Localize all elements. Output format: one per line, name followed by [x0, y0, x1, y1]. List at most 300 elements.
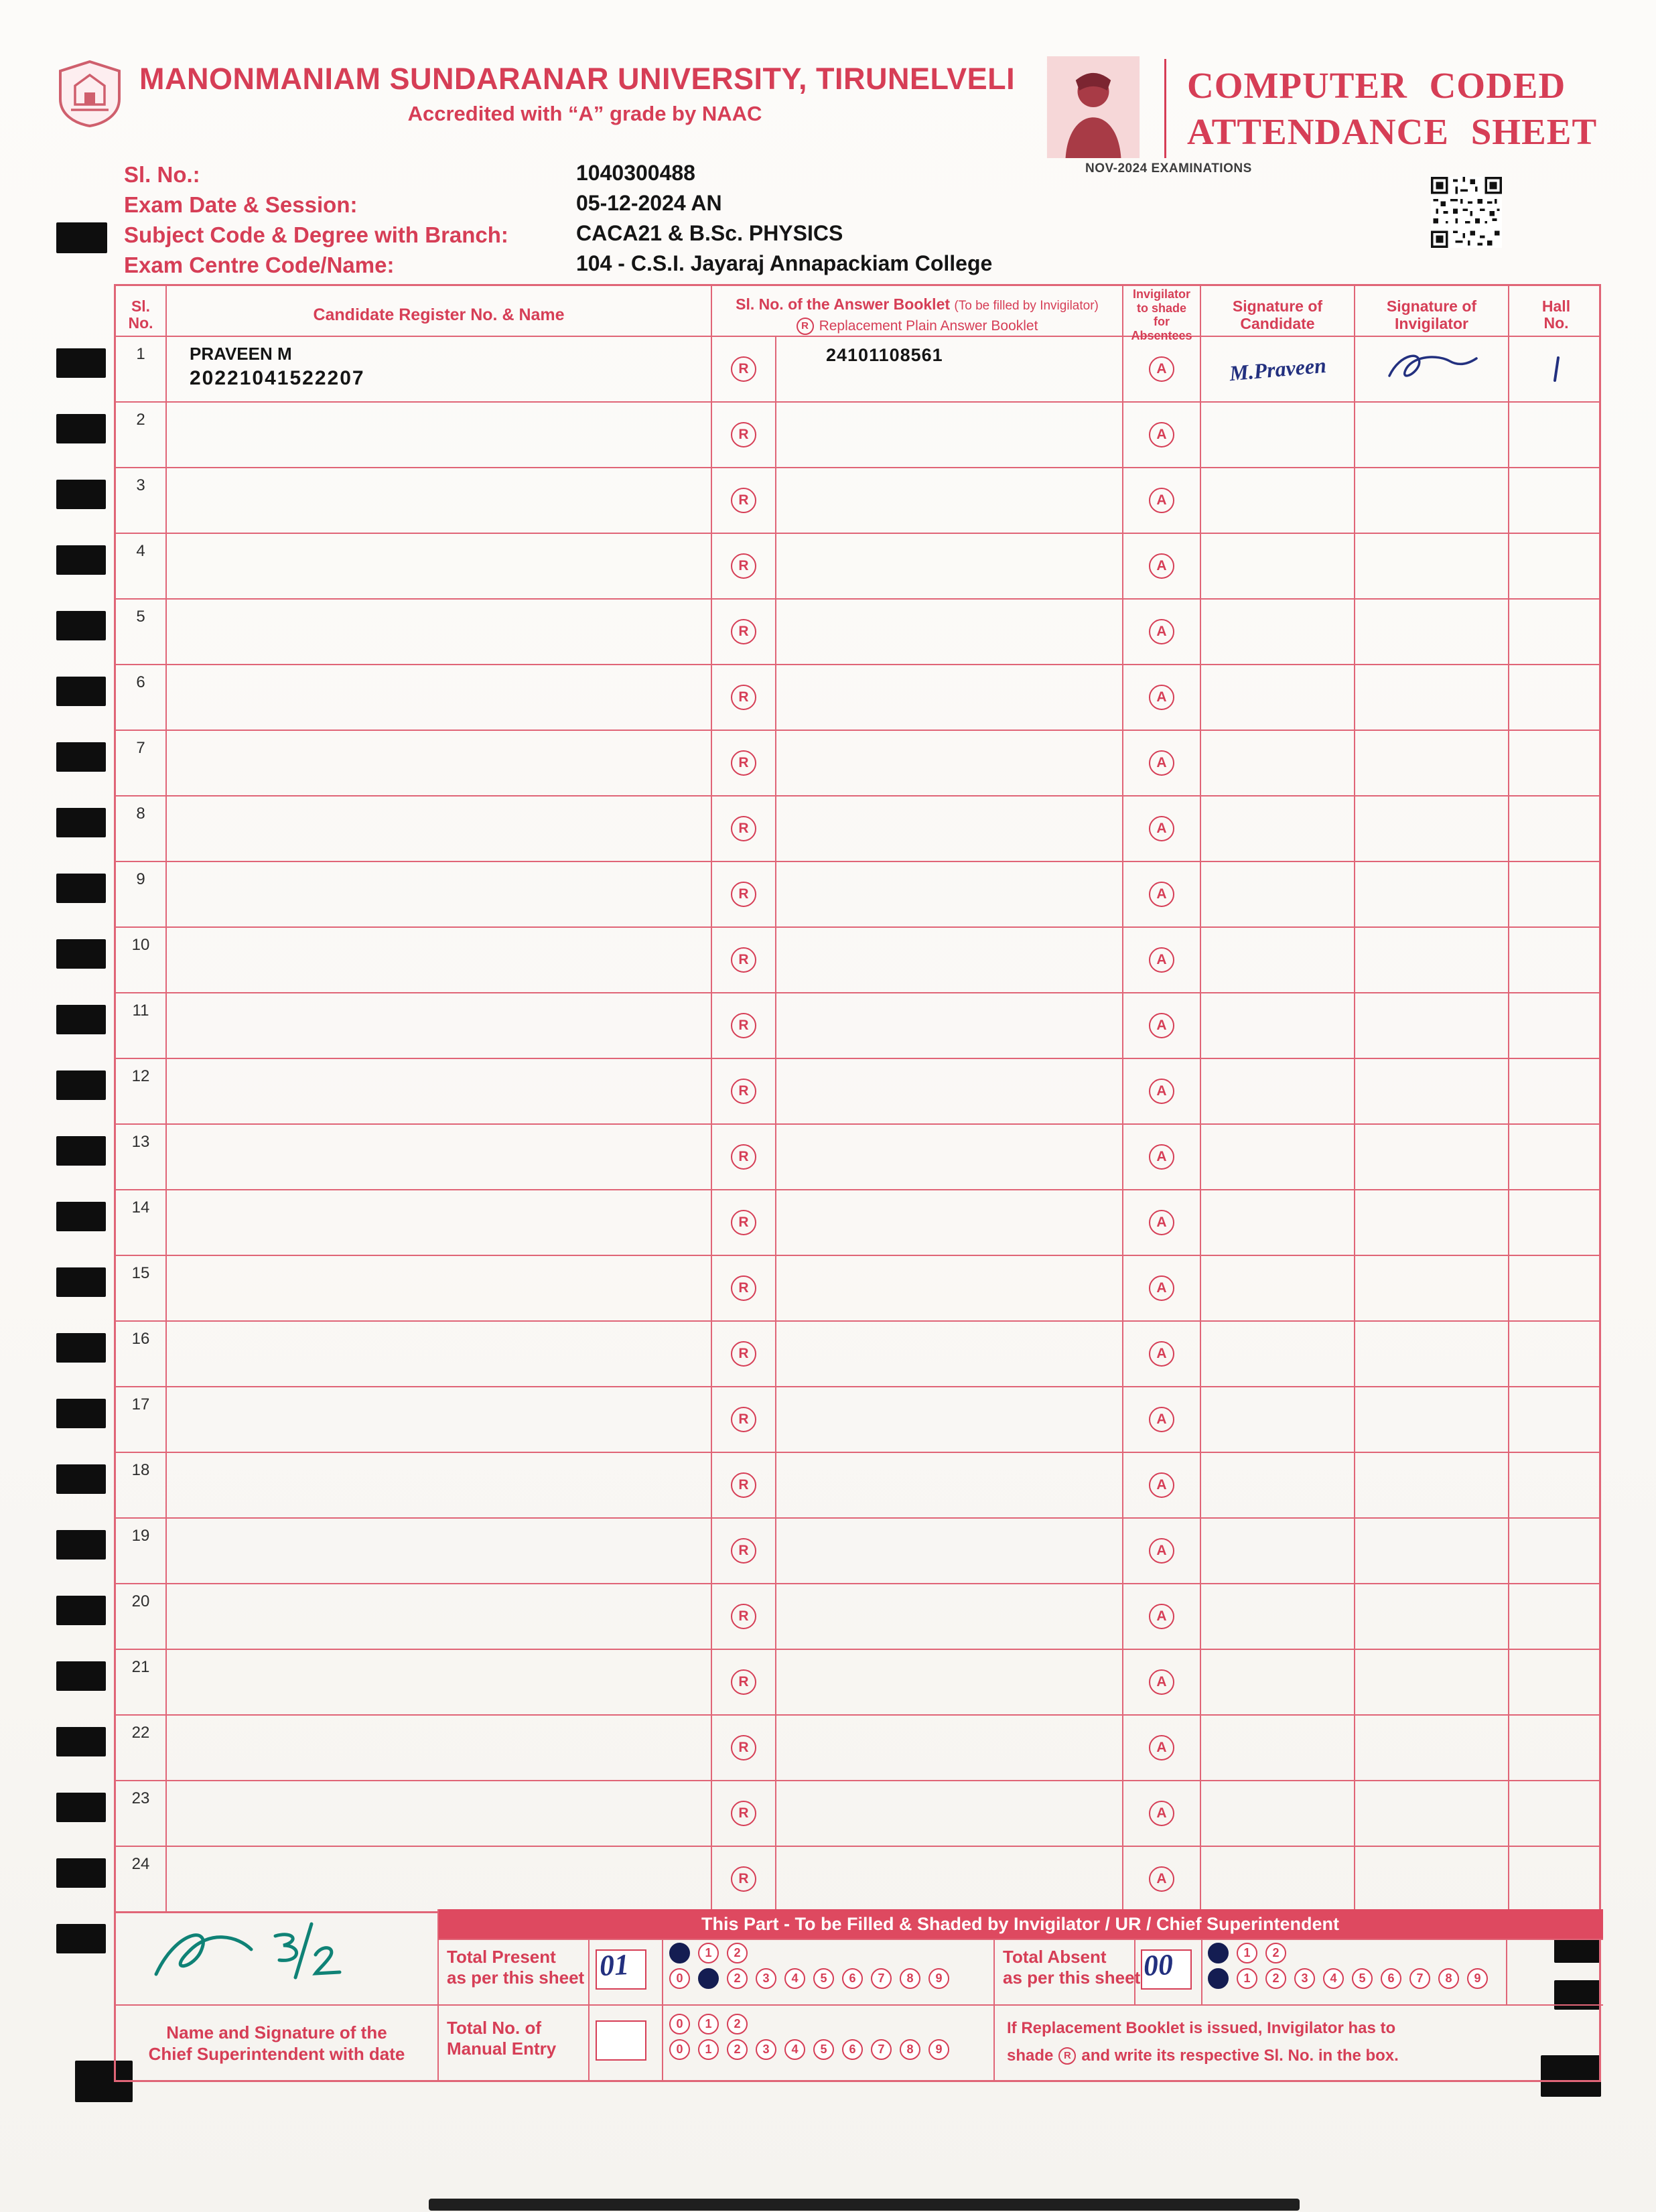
registration-mark	[56, 222, 107, 253]
hall-no-cell[interactable]	[1509, 797, 1603, 861]
invigilator-signature-cell[interactable]	[1355, 1453, 1509, 1517]
absentee-cell[interactable]	[1123, 1519, 1201, 1583]
hall-no-cell[interactable]	[1509, 1190, 1603, 1255]
absent-bubble[interactable]: A	[1149, 488, 1174, 513]
absent-bubble[interactable]: A	[1149, 1275, 1174, 1301]
absentee-cell[interactable]	[1123, 731, 1201, 795]
hall-no-cell[interactable]	[1509, 600, 1603, 664]
candidate-cell[interactable]	[167, 337, 712, 401]
candidate-signature-cell[interactable]	[1201, 928, 1355, 992]
form-row-subject	[124, 222, 1129, 252]
digit-bubble-1[interactable]: 1	[1237, 1968, 1257, 1989]
absent-bubble[interactable]: A	[1149, 1866, 1174, 1892]
candidate-cell[interactable]	[167, 1322, 712, 1386]
absentee-cell[interactable]	[1123, 1190, 1201, 1255]
invigilator-signature-cell[interactable]	[1355, 534, 1509, 598]
candidate-cell[interactable]	[167, 665, 712, 730]
candidate-signature-cell[interactable]	[1201, 1781, 1355, 1846]
digit-bubble-1[interactable]: 1	[1237, 1943, 1257, 1963]
hall-no-cell[interactable]	[1509, 1256, 1603, 1320]
absent-bubble[interactable]: A	[1149, 619, 1174, 644]
exam-date-label: Exam Date & Session:	[124, 192, 358, 217]
invigilator-signature-cell[interactable]	[1355, 731, 1509, 795]
registration-mark	[56, 1202, 106, 1231]
digit-bubble-6[interactable]: 6	[842, 2039, 863, 2060]
candidate-signature-cell[interactable]	[1201, 1584, 1355, 1649]
absentee-cell[interactable]	[1123, 797, 1201, 861]
replacement-bubble[interactable]: R	[731, 422, 756, 447]
invigilator-signature-cell[interactable]	[1355, 468, 1509, 533]
invigilator-signature-cell[interactable]	[1355, 337, 1509, 401]
header-divider	[1164, 59, 1166, 158]
digit-bubble-3[interactable]: 3	[756, 1968, 776, 1989]
invigilator-signature	[1381, 349, 1482, 389]
invigilator-signature-cell[interactable]	[1355, 1584, 1509, 1649]
answer-booklet-cell[interactable]	[712, 534, 1123, 598]
booklet-number: 24101108561	[826, 345, 943, 365]
absent-bubble[interactable]: A	[1149, 685, 1174, 710]
digit-bubble-1[interactable]: 1	[698, 2039, 719, 2060]
candidate-cell[interactable]	[167, 1781, 712, 1846]
booklet-number	[776, 600, 826, 664]
absent-bubble[interactable]: A	[1149, 356, 1174, 382]
digit-bubble-0[interactable]	[669, 1943, 690, 1963]
candidate-cell[interactable]	[167, 731, 712, 795]
superintendent-signature	[136, 1911, 424, 2001]
absentee-cell[interactable]	[1123, 1650, 1201, 1714]
sheet-title-line2: ATTENDANCE SHEET	[1187, 111, 1598, 152]
invigilator-signature-cell[interactable]	[1355, 1716, 1509, 1780]
booklet-number	[776, 1584, 826, 1649]
replacement-bubble[interactable]: R	[731, 488, 756, 513]
candidate-signature-cell[interactable]	[1201, 1847, 1355, 1911]
candidate-cell[interactable]	[167, 1847, 712, 1911]
hall-no-cell[interactable]	[1509, 1322, 1603, 1386]
absentee-cell[interactable]	[1123, 1584, 1201, 1649]
replacement-bubble[interactable]: R	[731, 1210, 756, 1235]
digit-bubble-9[interactable]: 9	[1467, 1968, 1488, 1989]
invigilator-signature-cell[interactable]	[1355, 1256, 1509, 1320]
answer-booklet-cell[interactable]	[712, 862, 1123, 926]
booklet-number	[776, 534, 826, 598]
digit-bubble-6[interactable]: 6	[842, 1968, 863, 1989]
answer-booklet-cell[interactable]	[712, 993, 1123, 1058]
digit-bubble-2[interactable]: 2	[1265, 1943, 1286, 1963]
answer-booklet-cell[interactable]	[712, 797, 1123, 861]
row-serial: 19	[116, 1519, 167, 1583]
row-serial: 1	[116, 337, 167, 401]
answer-booklet-cell[interactable]	[712, 337, 1123, 401]
hall-no-cell[interactable]	[1509, 1519, 1603, 1583]
centre-value: 104 - C.S.I. Jayaraj Annapackiam College	[576, 251, 993, 275]
digit-bubble-3[interactable]: 3	[1294, 1968, 1315, 1989]
hall-no-cell[interactable]	[1509, 1650, 1603, 1714]
candidate-signature-cell[interactable]	[1201, 1256, 1355, 1320]
exam-date-value: 05-12-2024 AN	[576, 191, 722, 215]
answer-booklet-cell[interactable]	[712, 1519, 1123, 1583]
candidate-signature-cell[interactable]	[1201, 1125, 1355, 1189]
absentee-cell[interactable]	[1123, 862, 1201, 926]
digit-bubble-1[interactable]: 1	[698, 2014, 719, 2034]
table-row	[116, 1714, 1599, 1780]
absentee-cell[interactable]	[1123, 1716, 1201, 1780]
candidate-signature-cell[interactable]	[1201, 1519, 1355, 1583]
digit-bubble-2[interactable]: 2	[1265, 1968, 1286, 1989]
divider	[993, 1939, 995, 2082]
candidate-cell[interactable]	[167, 1059, 712, 1123]
answer-booklet-cell[interactable]	[712, 1256, 1123, 1320]
invigilator-signature-cell[interactable]	[1355, 797, 1509, 861]
answer-booklet-cell[interactable]	[712, 1650, 1123, 1714]
candidate-signature-cell[interactable]	[1201, 1190, 1355, 1255]
header-signature-candidate: Signature of Candidate	[1201, 286, 1355, 344]
candidate-signature-cell[interactable]	[1201, 665, 1355, 730]
absent-bubble[interactable]: A	[1149, 750, 1174, 776]
replacement-bubble[interactable]: R	[731, 1144, 756, 1170]
registration-mark	[56, 1267, 106, 1297]
candidate-signature: M.Praveen	[1228, 352, 1327, 385]
digit-bubble-4[interactable]: 4	[784, 2039, 805, 2060]
absent-bubble[interactable]: A	[1149, 1669, 1174, 1695]
replacement-bubble[interactable]: R	[731, 1866, 756, 1892]
hall-no-cell[interactable]	[1509, 993, 1603, 1058]
answer-booklet-cell[interactable]	[712, 1453, 1123, 1517]
digit-bubble-2[interactable]: 2	[727, 2039, 748, 2060]
hall-no-cell[interactable]	[1509, 731, 1603, 795]
invigilator-signature-cell[interactable]	[1355, 993, 1509, 1058]
digit-bubble-3[interactable]: 3	[756, 2039, 776, 2060]
candidate-cell[interactable]	[167, 862, 712, 926]
qr-code	[1431, 177, 1502, 248]
scan-artifact	[429, 2199, 1300, 2211]
candidate-cell[interactable]	[167, 1387, 712, 1452]
row-serial: 14	[116, 1190, 167, 1255]
candidate-cell[interactable]	[167, 468, 712, 533]
replacement-note: If Replacement Booklet is issued, Invigilator has to shade R and write its respective Sl. No. in the box.	[1007, 2019, 1399, 2065]
absent-bubble[interactable]: A	[1149, 1341, 1174, 1367]
hall-no-cell[interactable]	[1509, 1716, 1603, 1780]
registration-mark	[56, 1858, 106, 1888]
absent-bubble[interactable]: A	[1149, 816, 1174, 841]
digit-bubble-0[interactable]: 0	[669, 2014, 690, 2034]
absentee-cell[interactable]	[1123, 600, 1201, 664]
replacement-bubble[interactable]: R	[731, 750, 756, 776]
absentee-cell[interactable]	[1123, 1322, 1201, 1386]
candidate-signature-cell[interactable]	[1201, 337, 1355, 401]
answer-booklet-cell[interactable]	[712, 403, 1123, 467]
digit-bubble-7[interactable]: 7	[1409, 1968, 1430, 1989]
candidate-signature-cell[interactable]	[1201, 1453, 1355, 1517]
candidate-signature-cell[interactable]	[1201, 1387, 1355, 1452]
digit-bubble-1[interactable]: 1	[698, 1943, 719, 1963]
table-row	[116, 1780, 1599, 1846]
replacement-bubble[interactable]: R	[731, 1735, 756, 1760]
invigilator-signature-cell[interactable]	[1355, 1650, 1509, 1714]
replacement-bubble[interactable]: R	[731, 1472, 756, 1498]
row-serial: 21	[116, 1650, 167, 1714]
replacement-bubble[interactable]: R	[731, 1013, 756, 1038]
candidate-signature-cell[interactable]	[1201, 862, 1355, 926]
invigilator-signature-cell[interactable]	[1355, 1387, 1509, 1452]
absentee-cell[interactable]	[1123, 1256, 1201, 1320]
table-row	[116, 1649, 1599, 1714]
replacement-bubble[interactable]: R	[731, 882, 756, 907]
answer-booklet-cell[interactable]	[712, 1059, 1123, 1123]
replacement-bubble[interactable]: R	[731, 356, 756, 382]
candidate-cell[interactable]	[167, 993, 712, 1058]
form-row-exam-date	[124, 192, 1129, 222]
absentee-cell[interactable]	[1123, 1059, 1201, 1123]
candidate-signature-cell[interactable]	[1201, 403, 1355, 467]
invigilator-signature-cell[interactable]	[1355, 1125, 1509, 1189]
candidate-signature-cell[interactable]	[1201, 1059, 1355, 1123]
absent-bubble[interactable]: A	[1149, 553, 1174, 579]
replacement-bubble[interactable]: R	[731, 685, 756, 710]
candidate-register-no: 20221041522207	[190, 367, 365, 389]
row-serial: 2	[116, 403, 167, 467]
answer-booklet-cell[interactable]	[712, 665, 1123, 730]
hall-no-cell[interactable]	[1509, 1387, 1603, 1452]
hall-no-cell[interactable]	[1509, 534, 1603, 598]
candidate-signature-cell[interactable]	[1201, 1650, 1355, 1714]
table-row	[116, 861, 1599, 926]
digit-bubble-4[interactable]: 4	[1323, 1968, 1344, 1989]
invigilator-signature-cell[interactable]	[1355, 1519, 1509, 1583]
absentee-cell[interactable]	[1123, 1387, 1201, 1452]
absentee-cell[interactable]	[1123, 1847, 1201, 1911]
candidate-signature-cell[interactable]	[1201, 797, 1355, 861]
absent-bubble[interactable]: A	[1149, 1079, 1174, 1104]
row-serial: 8	[116, 797, 167, 861]
hall-no-cell[interactable]	[1509, 1847, 1603, 1911]
candidate-cell[interactable]	[167, 1256, 712, 1320]
hall-no-cell[interactable]	[1509, 1125, 1603, 1189]
header-absentees: Invigilator to shade for Absentees	[1123, 286, 1201, 344]
registration-mark	[56, 742, 106, 772]
absent-bubble[interactable]: A	[1149, 1538, 1174, 1564]
absentee-cell[interactable]	[1123, 1781, 1201, 1846]
replacement-bubble[interactable]: R	[731, 947, 756, 973]
total-absent-value: 00	[1142, 1947, 1174, 1983]
replacement-bubble[interactable]: R	[731, 619, 756, 644]
absent-bubble[interactable]: A	[1149, 1801, 1174, 1826]
booklet-number	[776, 1256, 826, 1320]
candidate-signature-cell[interactable]	[1201, 731, 1355, 795]
absent-bubble[interactable]: A	[1149, 1472, 1174, 1498]
portrait-image	[1046, 56, 1140, 158]
row-serial: 12	[116, 1059, 167, 1123]
candidate-signature-cell[interactable]	[1201, 534, 1355, 598]
answer-booklet-cell[interactable]	[712, 1716, 1123, 1780]
candidate-cell[interactable]	[167, 600, 712, 664]
answer-booklet-cell[interactable]	[712, 1387, 1123, 1452]
hall-no-cell[interactable]	[1509, 1453, 1603, 1517]
digit-bubble-1[interactable]	[698, 1968, 719, 1989]
digit-bubble-2[interactable]: 2	[727, 1968, 748, 1989]
digit-bubble-8[interactable]: 8	[900, 1968, 920, 1989]
answer-booklet-cell[interactable]	[712, 1781, 1123, 1846]
booklet-number	[776, 1125, 826, 1189]
digit-bubble-9[interactable]: 9	[928, 1968, 949, 1989]
candidate-signature-cell[interactable]	[1201, 1322, 1355, 1386]
absentee-cell[interactable]	[1123, 337, 1201, 401]
registration-mark	[56, 1924, 106, 1953]
invigilator-signature-cell[interactable]	[1355, 928, 1509, 992]
replacement-bubble[interactable]: R	[731, 553, 756, 579]
candidate-cell[interactable]	[167, 1716, 712, 1780]
absent-bubble[interactable]: A	[1149, 882, 1174, 907]
candidate-signature-cell[interactable]	[1201, 993, 1355, 1058]
invigilator-signature-cell[interactable]	[1355, 665, 1509, 730]
absent-bubble[interactable]: A	[1149, 1013, 1174, 1038]
absentee-cell[interactable]	[1123, 403, 1201, 467]
answer-booklet-cell[interactable]	[712, 1322, 1123, 1386]
candidate-signature-cell[interactable]	[1201, 600, 1355, 664]
registration-mark	[56, 808, 106, 837]
replacement-bubble[interactable]: R	[731, 1079, 756, 1104]
candidate-cell[interactable]	[167, 1125, 712, 1189]
hall-no-cell[interactable]	[1509, 403, 1603, 467]
table-row	[116, 926, 1599, 992]
registration-mark	[56, 874, 106, 903]
candidate-cell[interactable]	[167, 797, 712, 861]
row-serial: 13	[116, 1125, 167, 1189]
candidate-cell[interactable]	[167, 534, 712, 598]
hall-no-cell[interactable]	[1509, 337, 1603, 401]
invigilator-signature-cell[interactable]	[1355, 1059, 1509, 1123]
hall-no-cell[interactable]	[1509, 1059, 1603, 1123]
digit-bubble-7[interactable]: 7	[871, 1968, 892, 1989]
candidate-cell[interactable]	[167, 928, 712, 992]
answer-booklet-cell[interactable]	[712, 600, 1123, 664]
absentee-cell[interactable]	[1123, 1125, 1201, 1189]
answer-booklet-cell[interactable]	[712, 1190, 1123, 1255]
candidate-cell[interactable]	[167, 1190, 712, 1255]
absent-bubble[interactable]: A	[1149, 1735, 1174, 1760]
hall-no-cell[interactable]	[1509, 1781, 1603, 1846]
table-row	[116, 598, 1599, 664]
digit-bubble-2[interactable]: 2	[727, 1943, 748, 1963]
digit-bubble-5[interactable]: 5	[813, 2039, 834, 2060]
absentee-cell[interactable]	[1123, 1453, 1201, 1517]
absentee-cell[interactable]	[1123, 928, 1201, 992]
digit-bubble-8[interactable]: 8	[1438, 1968, 1459, 1989]
digit-bubble-0[interactable]: 0	[669, 1968, 690, 1989]
hall-no-cell[interactable]	[1509, 928, 1603, 992]
invigilator-signature-cell[interactable]	[1355, 403, 1509, 467]
table-row	[116, 992, 1599, 1058]
digit-bubble-5[interactable]: 5	[1352, 1968, 1373, 1989]
sl-no-label: Sl. No.:	[124, 162, 200, 187]
replacement-bubble[interactable]: R	[731, 1669, 756, 1695]
divider	[1201, 1939, 1202, 2004]
replacement-symbol-icon: R	[1058, 2047, 1076, 2065]
centre-label: Exam Centre Code/Name:	[124, 253, 395, 277]
candidate-cell[interactable]	[167, 1584, 712, 1649]
digit-bubble-7[interactable]: 7	[871, 2039, 892, 2060]
hall-no-cell[interactable]	[1509, 1584, 1603, 1649]
divider	[662, 1939, 663, 2082]
answer-booklet-cell[interactable]	[712, 1125, 1123, 1189]
row-serial: 17	[116, 1387, 167, 1452]
absent-bubble[interactable]: A	[1149, 1144, 1174, 1170]
answer-booklet-cell[interactable]	[712, 928, 1123, 992]
candidate-cell[interactable]	[167, 1650, 712, 1714]
hall-no-cell[interactable]	[1509, 665, 1603, 730]
registration-mark	[56, 1596, 106, 1625]
registration-mark	[56, 1136, 106, 1166]
table-row	[116, 467, 1599, 533]
replacement-bubble[interactable]: R	[731, 1275, 756, 1301]
digit-bubble-0[interactable]: 0	[669, 2039, 690, 2060]
manual-entry-bubbles	[669, 2014, 949, 2065]
answer-booklet-cell[interactable]	[712, 468, 1123, 533]
absentee-cell[interactable]	[1123, 534, 1201, 598]
digit-bubble-8[interactable]: 8	[900, 2039, 920, 2060]
replacement-bubble[interactable]: R	[731, 1407, 756, 1432]
invigilator-signature-cell[interactable]	[1355, 1781, 1509, 1846]
digit-bubble-6[interactable]: 6	[1381, 1968, 1401, 1989]
digit-bubble-0[interactable]	[1208, 1968, 1229, 1989]
absentee-cell[interactable]	[1123, 468, 1201, 533]
row-serial: 15	[116, 1256, 167, 1320]
absent-bubble[interactable]: A	[1149, 1210, 1174, 1235]
invigilator-signature-cell[interactable]	[1355, 1847, 1509, 1911]
candidate-signature-cell[interactable]	[1201, 468, 1355, 533]
answer-booklet-cell[interactable]	[712, 1584, 1123, 1649]
candidate-cell[interactable]	[167, 1453, 712, 1517]
row-serial: 22	[116, 1716, 167, 1780]
invigilator-signature-cell[interactable]	[1355, 862, 1509, 926]
digit-bubble-9[interactable]: 9	[928, 2039, 949, 2060]
replacement-bubble[interactable]: R	[731, 816, 756, 841]
invigilator-signature-cell[interactable]	[1355, 1322, 1509, 1386]
candidate-cell[interactable]	[167, 1519, 712, 1583]
candidate-cell[interactable]	[167, 403, 712, 467]
manual-entry-box[interactable]	[596, 2020, 646, 2061]
digit-bubble-0[interactable]	[1208, 1943, 1229, 1963]
replacement-bubble[interactable]: R	[731, 1538, 756, 1564]
absentee-cell[interactable]	[1123, 665, 1201, 730]
absent-bubble[interactable]: A	[1149, 1604, 1174, 1629]
digit-bubble-4[interactable]: 4	[784, 1968, 805, 1989]
absent-bubble[interactable]: A	[1149, 422, 1174, 447]
hall-no-cell[interactable]	[1509, 468, 1603, 533]
replacement-bubble[interactable]: R	[731, 1801, 756, 1826]
answer-booklet-cell[interactable]	[712, 731, 1123, 795]
absent-bubble[interactable]: A	[1149, 947, 1174, 973]
invigilator-signature-cell[interactable]	[1355, 600, 1509, 664]
candidate-signature-cell[interactable]	[1201, 1716, 1355, 1780]
invigilator-signature-cell[interactable]	[1355, 1190, 1509, 1255]
answer-booklet-cell[interactable]	[712, 1847, 1123, 1911]
absentee-cell[interactable]	[1123, 993, 1201, 1058]
booklet-number	[776, 1453, 826, 1517]
form-row-sl-no	[124, 162, 1129, 192]
absent-bubble[interactable]: A	[1149, 1407, 1174, 1432]
digit-bubble-5[interactable]: 5	[813, 1968, 834, 1989]
table-row	[116, 533, 1599, 598]
replacement-bubble[interactable]: R	[731, 1604, 756, 1629]
table-row	[116, 1846, 1599, 1911]
booklet-number	[776, 1059, 826, 1123]
digit-bubble-2[interactable]: 2	[727, 2014, 748, 2034]
divider	[437, 1909, 439, 2082]
hall-no-cell[interactable]	[1509, 862, 1603, 926]
table-row	[116, 1583, 1599, 1649]
replacement-bubble[interactable]: R	[731, 1341, 756, 1367]
attendance-table	[114, 284, 1601, 1913]
